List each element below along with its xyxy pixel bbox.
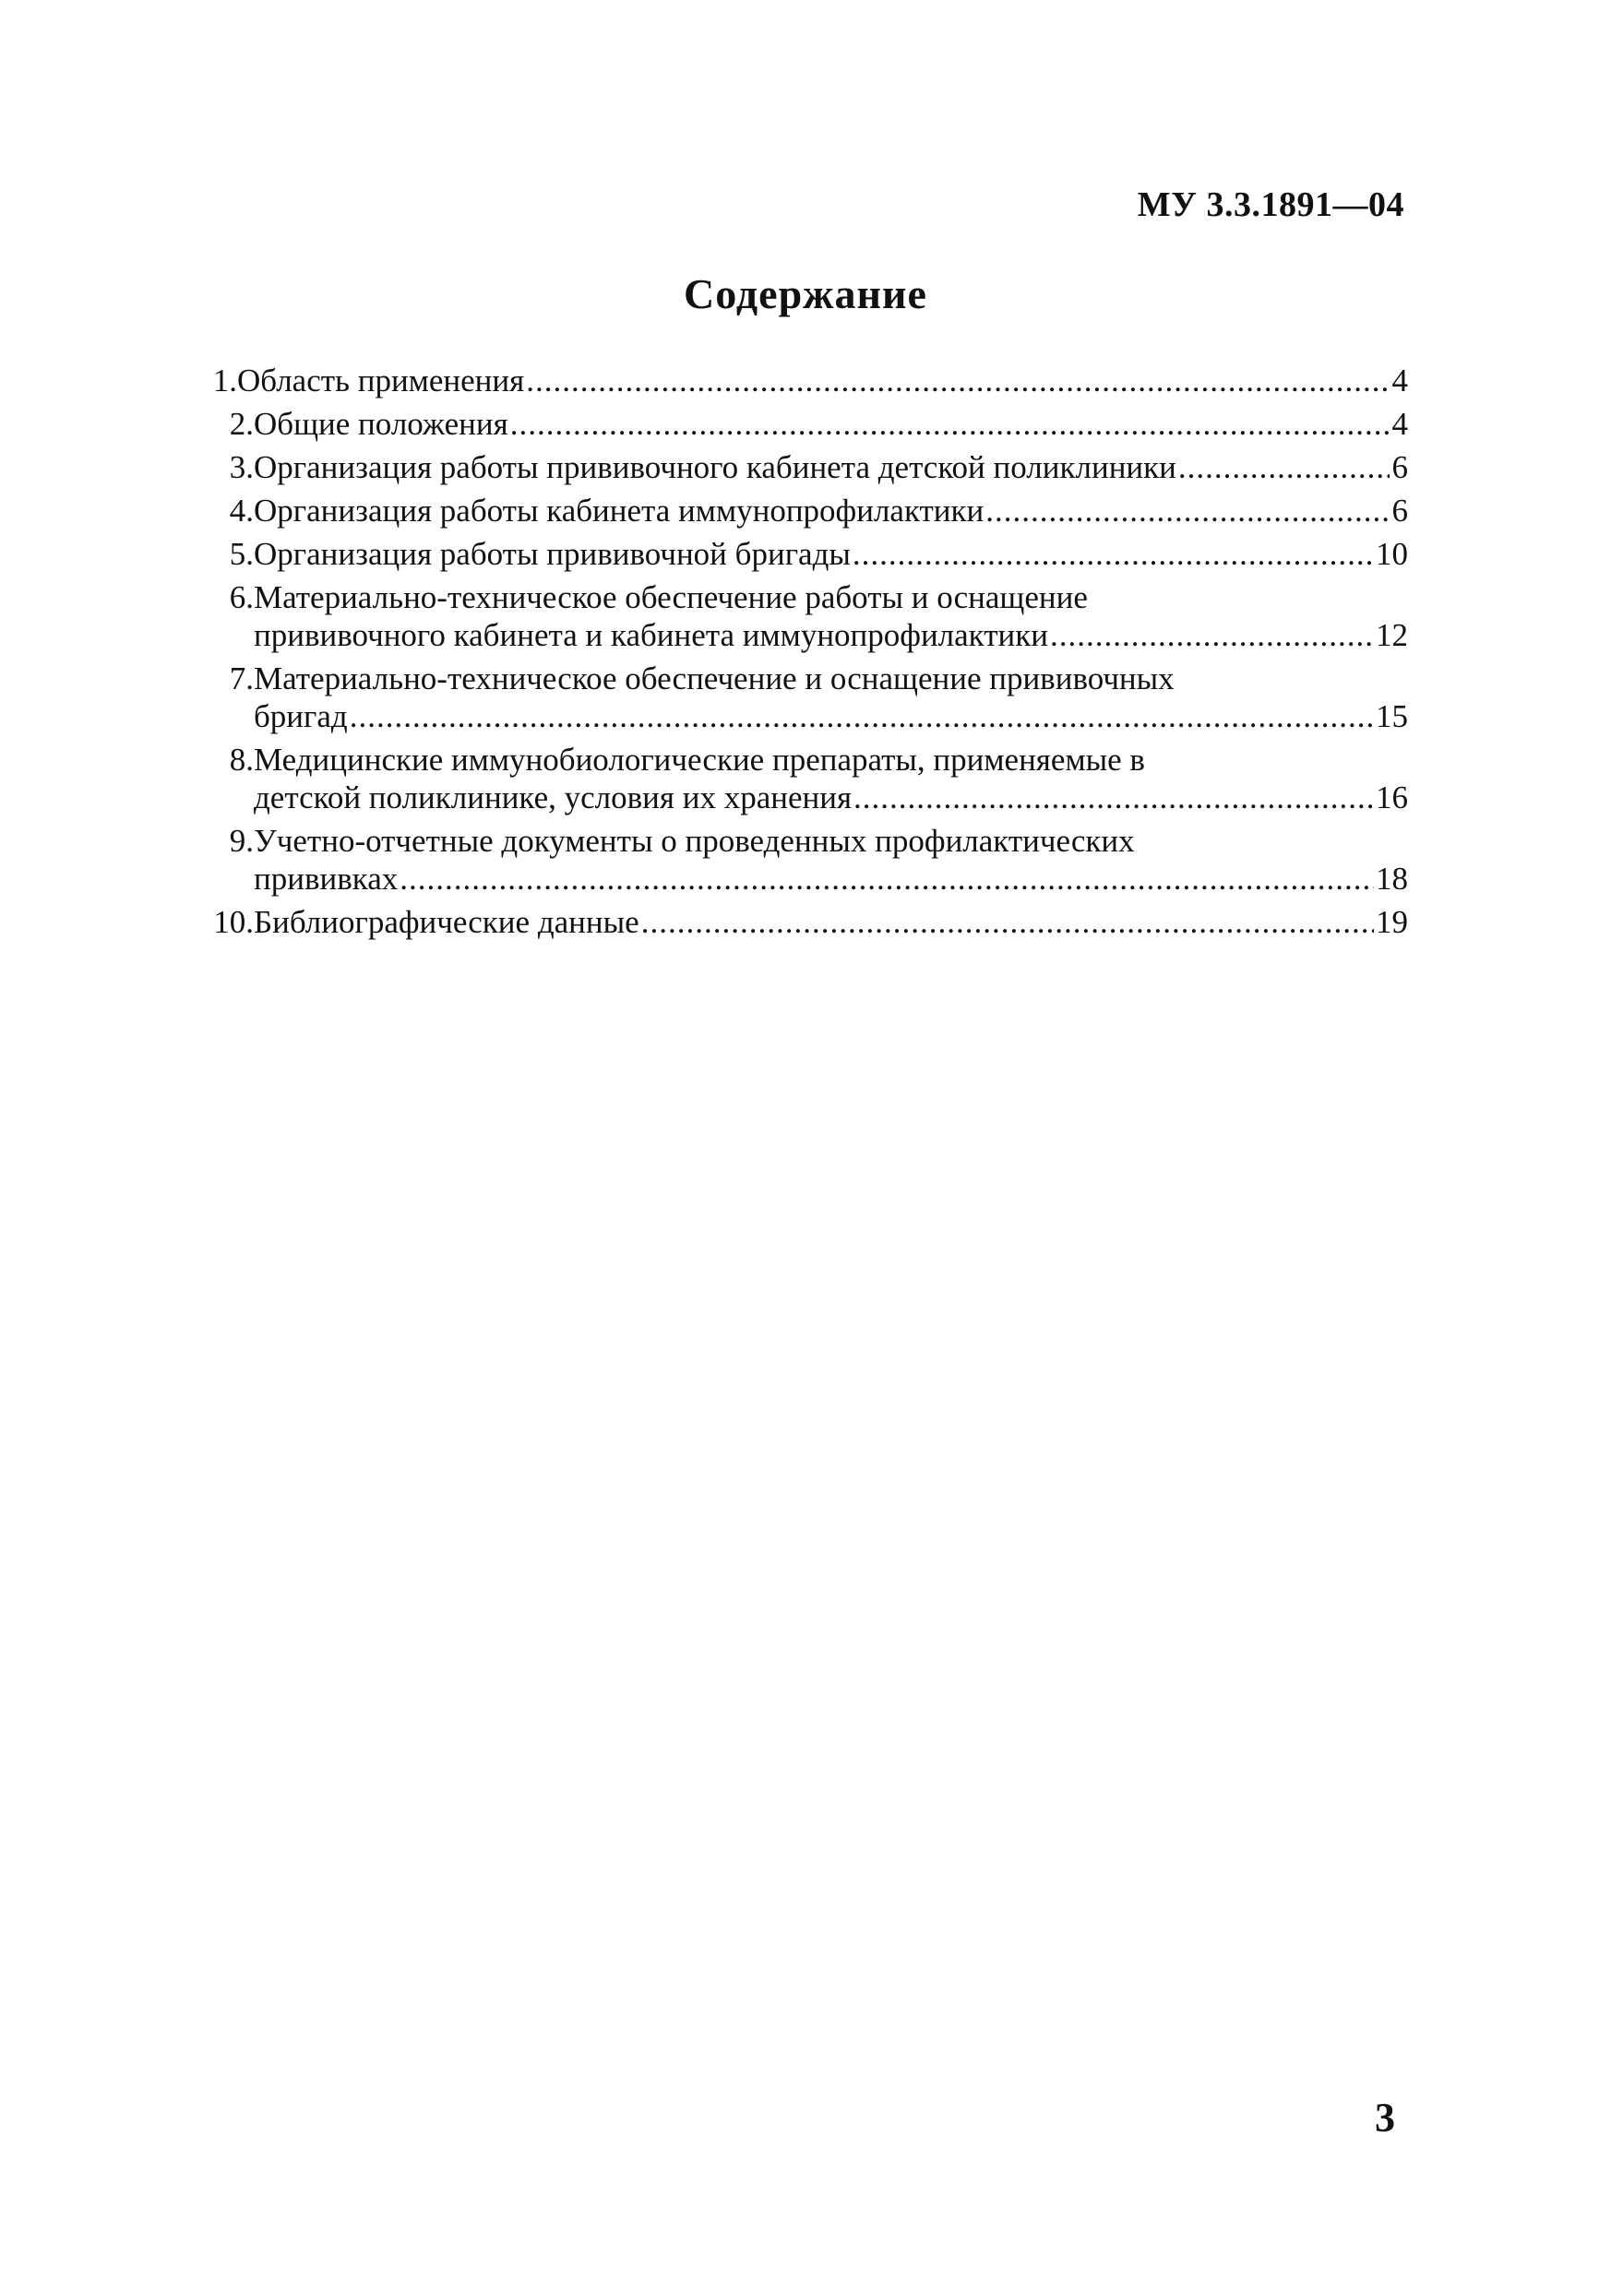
toc-entry-number: 6. xyxy=(229,579,254,615)
toc-entry-title: прививочного кабинета и кабинета иммунопрофилактики xyxy=(254,617,1048,653)
toc-dot-leader xyxy=(985,492,1390,529)
toc-entry-number: 10. xyxy=(213,904,254,940)
toc-dot-leader xyxy=(1050,616,1374,654)
toc-dot-leader xyxy=(526,362,1390,399)
toc-entry-title: Медицинские иммунобиологические препараты, применяемые в xyxy=(254,742,1145,778)
toc-entry-page: 12 xyxy=(1376,617,1408,653)
toc-entry-page: 19 xyxy=(1376,904,1408,940)
toc-dot-leader xyxy=(350,697,1374,735)
toc-entry-title: детской поликлинике, условия их хранения xyxy=(254,779,853,815)
toc-entry-title: Учетно-отчетные документы о проведенных профилактических xyxy=(254,823,1135,859)
toc-entry[interactable] xyxy=(194,448,1408,486)
toc-entry-title: бригад xyxy=(254,698,348,734)
table-of-contents xyxy=(194,362,1408,946)
toc-dot-leader xyxy=(400,860,1374,898)
page-number: 3 xyxy=(1375,2095,1395,2140)
toc-entry[interactable] xyxy=(194,903,1408,941)
toc-entry[interactable] xyxy=(194,578,1408,654)
toc-entry-page: 15 xyxy=(1376,698,1408,734)
toc-entry[interactable] xyxy=(194,822,1408,898)
toc-entry-number: 5. xyxy=(229,536,254,572)
toc-entry[interactable] xyxy=(194,535,1408,573)
toc-entry-number: 1. xyxy=(212,363,237,399)
toc-dot-leader xyxy=(1178,448,1390,486)
toc-entry-page: 4 xyxy=(1391,406,1408,442)
toc-entry-page: 10 xyxy=(1376,536,1408,572)
toc-dot-leader xyxy=(641,903,1374,941)
toc-entry-title: Библиографические данные xyxy=(254,904,639,940)
document-code: МУ 3.3.1891—04 xyxy=(1137,185,1404,224)
toc-entry-page: 6 xyxy=(1391,449,1408,485)
toc-entry-number: 4. xyxy=(229,493,254,529)
toc-entry-page: 4 xyxy=(1391,363,1408,399)
toc-entry-title: прививках xyxy=(254,861,399,897)
page-title: Содержание xyxy=(684,270,927,317)
toc-entry-title: Организация работы кабинета иммунопрофилактики xyxy=(254,493,984,529)
toc-entry-title: Общие положения xyxy=(254,406,508,442)
toc-entry-title: Материально-техническое обеспечение работы и оснащение xyxy=(254,579,1088,615)
toc-entry-title: Область применения xyxy=(237,363,525,399)
toc-entry[interactable] xyxy=(194,362,1408,399)
toc-entry-number: 3. xyxy=(229,449,254,485)
toc-entry-title: Организация работы прививочного кабинета детской поликлиники xyxy=(254,449,1176,485)
toc-entry-page: 6 xyxy=(1391,493,1408,529)
toc-dot-leader xyxy=(510,405,1390,443)
toc-entry-title: Материально-техническое обеспечение и оснащение прививочных xyxy=(254,660,1175,696)
toc-entry-number: 2. xyxy=(229,406,254,442)
toc-entry[interactable] xyxy=(194,405,1408,443)
toc-entry-page: 18 xyxy=(1376,861,1408,897)
toc-dot-leader xyxy=(853,535,1374,573)
toc-entry-number: 8. xyxy=(229,742,254,778)
toc-entry-number: 7. xyxy=(229,660,254,696)
toc-entry[interactable] xyxy=(194,492,1408,529)
toc-dot-leader xyxy=(853,779,1374,816)
toc-entry[interactable] xyxy=(194,741,1408,816)
toc-entry-page: 16 xyxy=(1376,779,1408,815)
toc-entry[interactable] xyxy=(194,660,1408,735)
toc-entry-number: 9. xyxy=(229,823,254,859)
toc-entry-title: Организация работы прививочной бригады xyxy=(254,536,851,572)
